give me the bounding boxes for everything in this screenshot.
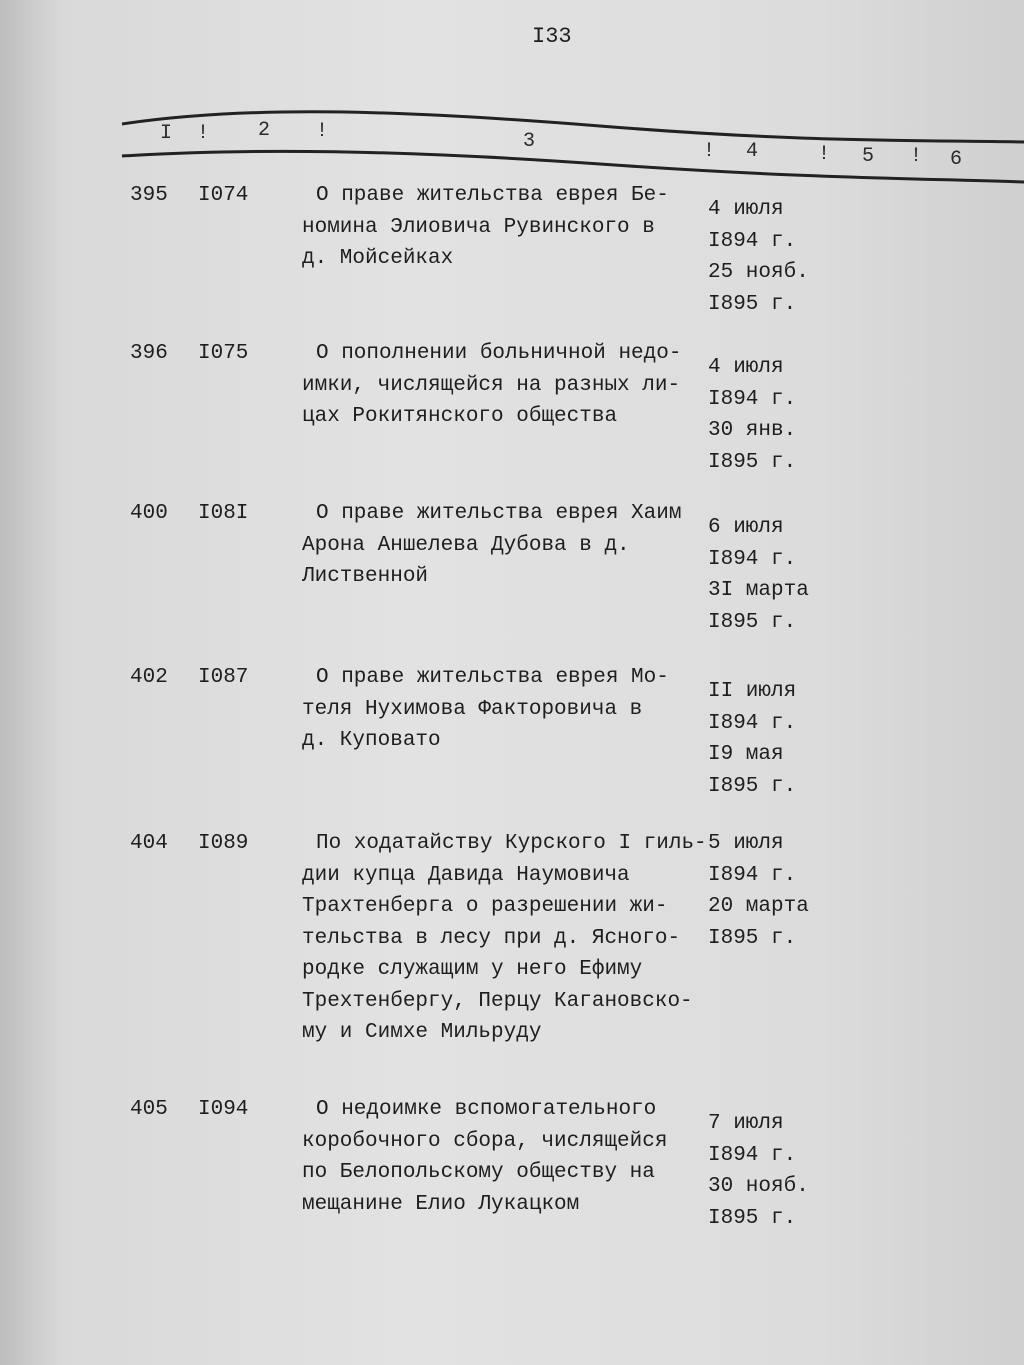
entry-description: [302, 828, 722, 1049]
file-number: I087: [198, 666, 249, 689]
date-line: I894 г.: [708, 547, 797, 571]
entry-dates: [708, 512, 809, 638]
description-line: По ходатайству Курского I гиль-: [316, 832, 707, 855]
description-line: Трахтенберга о разрешении жи-: [302, 895, 668, 918]
file-number: I089: [198, 832, 249, 855]
header-separator: !: [197, 122, 210, 145]
date-line: 7 июля: [708, 1112, 784, 1135]
date-line: 6 июля: [708, 516, 784, 539]
header-col-2: 2: [258, 119, 271, 142]
header-col-3: 3: [523, 130, 536, 153]
entry-description: [302, 498, 722, 593]
header-col-5: 5: [862, 145, 875, 168]
date-line: 4 июля: [708, 198, 784, 221]
description-line: д. Куповато: [302, 729, 441, 752]
entry-description: [302, 1094, 722, 1220]
file-number: I094: [198, 1098, 249, 1121]
entry-dates: [708, 828, 809, 954]
description-line: О праве жительства еврея Бе-: [316, 184, 669, 207]
date-line: I894 г.: [708, 863, 797, 887]
entry-description: [302, 180, 722, 275]
header-separator: !: [910, 145, 923, 168]
header-separator: !: [316, 120, 329, 143]
header-col-6: 6: [950, 148, 963, 171]
date-line: I894 г.: [708, 229, 797, 253]
description-line: Лиственной: [302, 565, 429, 588]
description-line: Трехтенбергу, Перцу Кагановско-: [302, 989, 693, 1013]
description-line: Арона Аншелева Дубова в д.: [302, 533, 630, 557]
description-line: коробочного сбора, числящейся: [302, 1129, 668, 1153]
date-line: 20 марта: [708, 895, 809, 918]
description-line: мещанине Елио Лукацком: [302, 1192, 580, 1216]
description-line: номина Элиовича Рувинского в: [302, 215, 655, 239]
date-line: 3I марта: [708, 579, 809, 602]
date-line: 5 июля: [708, 832, 784, 855]
date-line: II июля: [708, 680, 797, 703]
file-number: I075: [198, 342, 249, 365]
description-line: д. Мойсейках: [302, 247, 454, 270]
header-bottom-rule: [122, 151, 1024, 182]
date-line: I894 г.: [708, 711, 797, 735]
description-line: имки, числящейся на разных ли-: [302, 373, 681, 397]
header-col-4: 4: [746, 140, 759, 163]
file-number: I074: [198, 184, 249, 207]
date-line: 4 июля: [708, 356, 784, 379]
entry-dates: [708, 352, 796, 478]
description-line: О праве жительства еврея Хаим: [316, 502, 682, 525]
header-separator: !: [818, 143, 831, 166]
entry-dates: [708, 1108, 809, 1234]
entry-description: [302, 338, 722, 433]
description-line: му и Симхе Мильруду: [302, 1021, 542, 1044]
entry-number: 395: [130, 184, 168, 207]
date-line: I895 г.: [708, 774, 797, 798]
description-line: родке служащим у него Ефиму: [302, 958, 643, 981]
entry-number: 405: [130, 1098, 168, 1121]
description-line: О праве жительства еврея Мо-: [316, 666, 669, 689]
description-line: дии купца Давида Наумовича: [302, 863, 630, 887]
entry-number: 396: [130, 342, 168, 365]
description-line: тельства в лесу при д. Ясного-: [302, 926, 681, 950]
date-line: 25 нояб.: [708, 261, 809, 284]
entry-number: 402: [130, 666, 168, 689]
entry-dates: [708, 194, 809, 320]
date-line: I895 г.: [708, 1206, 797, 1230]
description-line: теля Нухимова Факторовича в: [302, 697, 643, 721]
description-line: О пополнении больничной недо-: [316, 342, 682, 365]
date-line: I895 г.: [708, 450, 797, 474]
date-line: 30 янв.: [708, 419, 797, 442]
date-line: I9 мая: [708, 743, 784, 766]
entry-number: 404: [130, 832, 168, 855]
file-number: I08I: [198, 502, 249, 525]
date-line: I895 г.: [708, 610, 797, 634]
page-number: I33: [532, 24, 572, 49]
header-col-1: I: [160, 122, 173, 145]
entry-description: [302, 662, 722, 757]
date-line: I895 г.: [708, 926, 797, 950]
date-line: I894 г.: [708, 387, 797, 411]
header-rules: [0, 0, 1024, 200]
date-line: I894 г.: [708, 1143, 797, 1167]
date-line: I895 г.: [708, 292, 797, 316]
date-line: 30 нояб.: [708, 1175, 809, 1198]
description-line: цах Рокитянского общества: [302, 405, 618, 428]
entry-number: 400: [130, 502, 168, 525]
entry-dates: [708, 676, 796, 802]
description-line: по Белопольскому обществу на: [302, 1161, 655, 1184]
header-separator: !: [703, 140, 716, 163]
description-line: О недоимке вспомогательного: [316, 1098, 657, 1121]
